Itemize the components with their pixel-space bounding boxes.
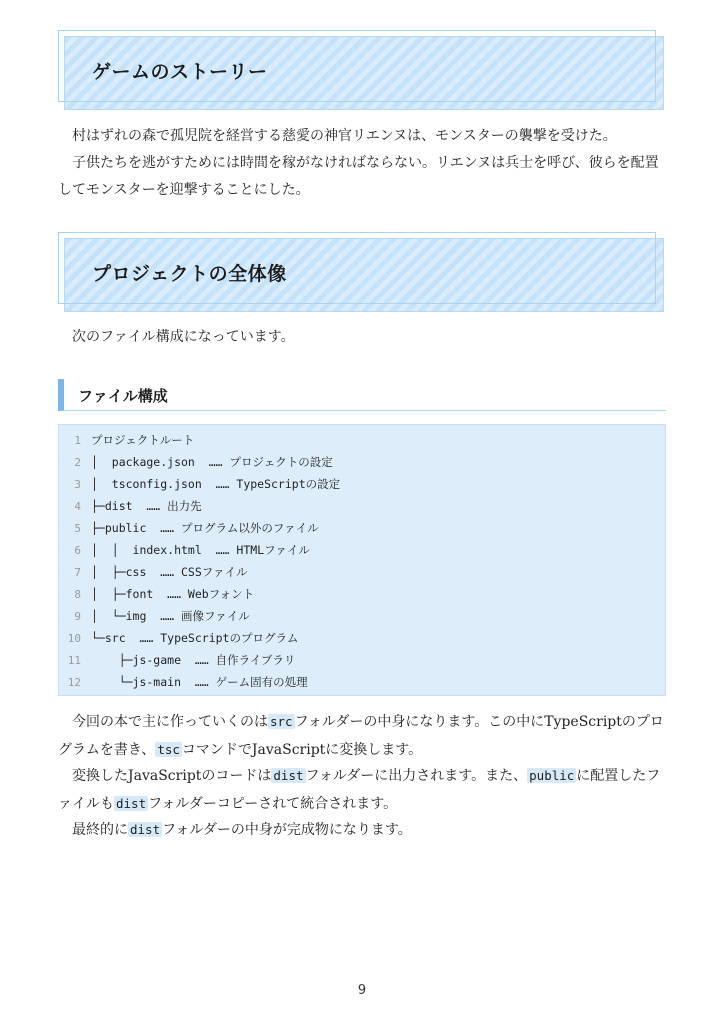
story-paragraph-1: 村はずれの森で孤児院を経営する慈愛の神官リエンヌは、モンスターの襲撃を受けた。 <box>72 128 617 144</box>
code-text: ├─public …… プログラム以外のファイル <box>91 521 319 535</box>
line-number: 11 <box>67 654 81 667</box>
heading-title: ゲームのストーリー <box>92 61 268 83</box>
code-text: │ tsconfig.json …… TypeScriptの設定 <box>91 477 341 491</box>
text-run: 最終的に <box>72 822 128 838</box>
inline-code-public: public <box>529 768 575 783</box>
text-run: フォルダーの中身が完成物になります。 <box>162 822 412 838</box>
code-line <box>59 627 298 649</box>
closing-paragraph-1 <box>58 708 664 764</box>
line-number: 8 <box>74 588 81 601</box>
code-line <box>59 583 254 605</box>
line-number: 12 <box>67 676 81 689</box>
heading-title: プロジェクトの全体像 <box>92 263 287 285</box>
inline-code-dist: dist <box>130 822 161 837</box>
inline-code-dist: dist <box>116 796 147 811</box>
story-paragraph-2: 子供たちを逃がすためには時間を稼がなければならない。リエンヌは兵士を呼び、彼らを配置してモンスターを迎撃することにした。 <box>58 155 659 198</box>
subheading-label: ファイル構成 <box>78 387 168 405</box>
line-number: 2 <box>74 456 81 469</box>
code-line <box>59 671 308 693</box>
text-run: コマンドでJavaScriptに変換します。 <box>181 742 423 758</box>
code-text: │ package.json …… プロジェクトの設定 <box>91 455 333 469</box>
code-line <box>59 451 333 473</box>
page-number: 9 <box>357 983 367 998</box>
code-line <box>59 539 310 561</box>
code-text: └─js-main …… ゲーム固有の処理 <box>91 675 308 689</box>
code-text: │ ├─css …… CSSファイル <box>91 565 248 579</box>
code-text: ├─js-game …… 自作ライブラリ <box>91 653 296 667</box>
closing-paragraph-2 <box>58 762 664 818</box>
subheading-file-structure <box>58 379 666 411</box>
text-run: フォルダーに出力されます。また、 <box>305 768 528 784</box>
code-block <box>58 424 666 696</box>
inline-code-tsc: tsc <box>157 742 180 757</box>
text-run: 変換したJavaScriptのコードは <box>72 768 272 784</box>
line-number: 4 <box>74 500 81 513</box>
code-text: ├─dist …… 出力先 <box>91 499 202 513</box>
text-run: に配置したファイルも <box>58 768 661 812</box>
text-run: フォルダーの中身になります。この中にTypeScriptのプログラムを書き、 <box>58 714 664 758</box>
line-number: 1 <box>74 434 81 447</box>
line-number: 9 <box>74 610 81 623</box>
text-run: フォルダーコピーされて統合されます。 <box>148 796 398 812</box>
closing-paragraph-3 <box>58 816 664 844</box>
code-line <box>59 561 248 583</box>
code-text: │ ├─font …… Webフォント <box>91 587 255 601</box>
code-line <box>59 473 340 495</box>
code-line <box>59 429 194 451</box>
code-line <box>59 517 319 539</box>
code-line <box>59 649 295 671</box>
section-heading-story <box>58 30 664 102</box>
code-text: │ │ index.html …… HTMLファイル <box>91 543 310 557</box>
inline-code-src: src <box>270 714 293 729</box>
code-line <box>59 605 250 627</box>
inline-code-dist: dist <box>273 768 304 783</box>
code-text: └─src …… TypeScriptのプログラム <box>91 631 299 645</box>
code-text: │ └─img …… 画像ファイル <box>91 609 250 623</box>
code-text: プロジェクトルート <box>91 433 195 447</box>
line-number: 5 <box>74 522 81 535</box>
text-run: 今回の本で主に作っていくのは <box>72 714 268 730</box>
line-number: 7 <box>74 566 81 579</box>
project-intro: 次のファイル構成になっています。 <box>72 329 295 345</box>
code-line <box>59 495 202 517</box>
line-number: 10 <box>67 632 81 645</box>
line-number: 6 <box>74 544 81 557</box>
line-number: 3 <box>74 478 81 491</box>
section-heading-project <box>58 232 664 304</box>
